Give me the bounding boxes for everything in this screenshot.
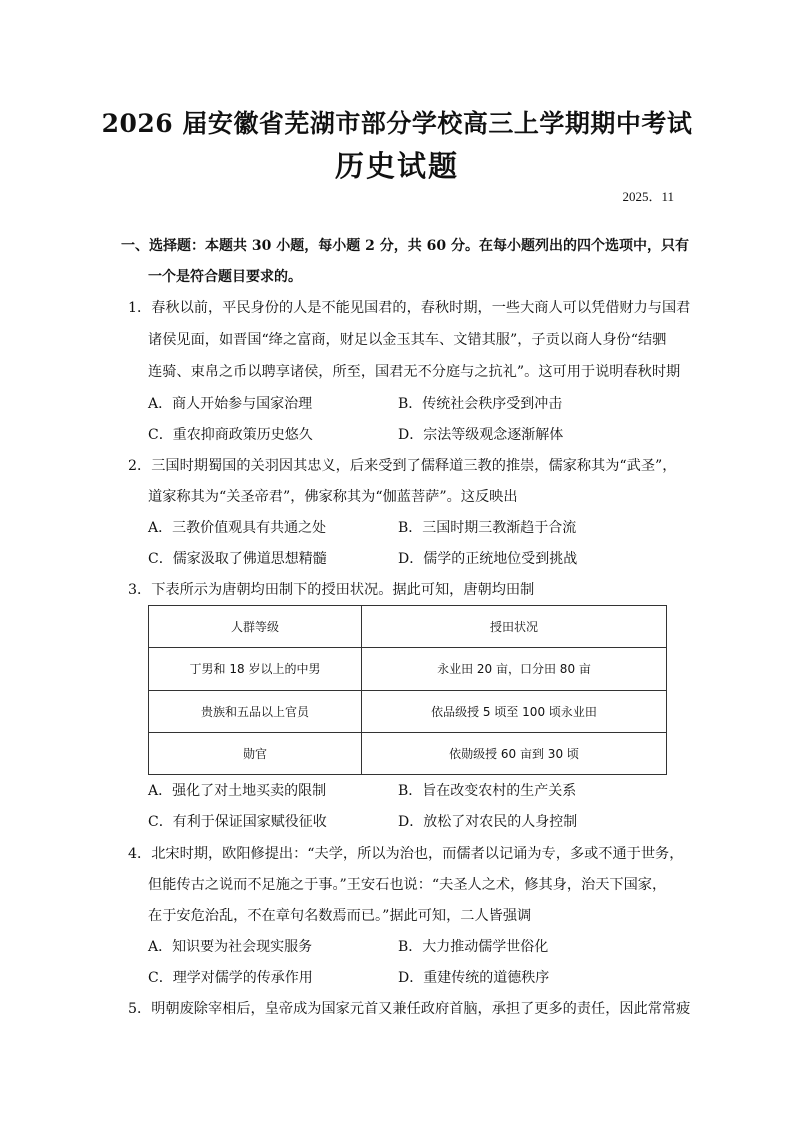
q1-option-a: A．商人开始参与国家治理	[148, 396, 313, 412]
section-heading-line-1: 一、选择题：本题共 30 小题，每小题 2 分，共 60 分。在每小题列出的四个选项中，只有	[121, 238, 689, 254]
q4-stem-line-1: 4．北宋时期，欧阳修提出：“夫学，所以为治也，而儒者以记诵为专，多或不通于世务，	[128, 846, 684, 862]
exam-subtitle: 历史试题	[334, 149, 459, 183]
q1-option-c: C．重农抑商政策历史悠久	[148, 427, 313, 443]
table-cell: 丁男和 18 岁以上的中男	[149, 648, 362, 690]
q4-stem-line-3: 在于安危治乱，不在章句名数焉而已。”据此可知，二人皆强调	[148, 908, 532, 924]
q4-stem-line-2: 但能传古之说而不足施之于事。”王安石也说：“夫圣人之术，修其身，治天下国家，	[148, 877, 667, 893]
q4-option-d: D．重建传统的道德秩序	[398, 970, 550, 986]
table-header-cell: 授田状况	[362, 606, 667, 648]
q4-option-c: C．理学对儒学的传承作用	[148, 970, 313, 986]
q3-option-a: A．强化了对土地买卖的限制	[148, 783, 327, 799]
table-row	[149, 690, 667, 732]
q2-option-c: C．儒家汲取了佛道思想精髓	[148, 551, 327, 567]
table-cell: 依品级授 5 顷至 100 顷永业田	[362, 690, 667, 732]
table-row	[149, 732, 667, 774]
q1-option-d: D．宗法等级观念逐渐解体	[398, 427, 564, 443]
q3-option-c: C．有利于保证国家赋役征收	[148, 814, 327, 830]
q1-stem-line-1: 1．春秋以前，平民身份的人是不能见国君的，春秋时期，一些大商人可以凭借财力与国君	[128, 300, 691, 316]
table-header-cell: 人群等级	[149, 606, 362, 648]
q1-option-b: B．传统社会秩序受到冲击	[398, 396, 563, 412]
section-heading-line-2: 一个是符合题目要求的。	[148, 269, 302, 285]
q2-stem-line-1: 2．三国时期蜀国的关羽因其忠义，后来受到了儒释道三教的推崇，儒家称其为“武圣”，	[128, 458, 677, 474]
q3-option-b: B．旨在改变农村的生产关系	[398, 783, 577, 799]
q4-option-b: B．大力推动儒学世俗化	[398, 939, 549, 955]
q3-stem-line-1: 3．下表所示为唐朝均田制下的授田状况。据此可知，唐朝均田制	[128, 582, 535, 598]
q5-stem-line-1: 5．明朝废除宰相后，皇帝成为国家元首又兼任政府首脑，承担了更多的责任，因此常常疲	[128, 1001, 691, 1017]
q2-option-a: A．三教价值观具有共通之处	[148, 520, 327, 536]
table-cell: 勋官	[149, 732, 362, 774]
table-cell: 依勋级授 60 亩到 30 顷	[362, 732, 667, 774]
exam-title: 2026 届安徽省芜湖市部分学校高三上学期期中考试	[101, 109, 693, 138]
q2-option-b: B．三国时期三教渐趋于合流	[398, 520, 577, 536]
q3-option-d: D．放松了对农民的人身控制	[398, 814, 578, 830]
exam-date: 2025．11	[622, 189, 674, 204]
q1-stem-line-2: 诸侯见面，如晋国“绛之富商，财足以金玉其车、文错其服”，子贡以商人身份“结驷	[148, 332, 667, 348]
table-cell: 永业田 20 亩，口分田 80 亩	[362, 648, 667, 690]
table-header-row	[149, 606, 667, 648]
table-cell: 贵族和五品以上官员	[149, 690, 362, 732]
table-row	[149, 648, 667, 690]
q2-option-d: D．儒学的正统地位受到挑战	[398, 551, 578, 567]
land-allocation-table	[148, 605, 667, 775]
q4-option-a: A．知识要为社会现实服务	[148, 939, 313, 955]
q1-stem-line-3: 连骑、束帛之币以聘享诸侯，所至，国君无不分庭与之抗礼”。这可用于说明春秋时期	[148, 364, 681, 380]
q2-stem-line-2: 道家称其为“关圣帝君”，佛家称其为“伽蓝菩萨”。这反映出	[148, 489, 518, 505]
